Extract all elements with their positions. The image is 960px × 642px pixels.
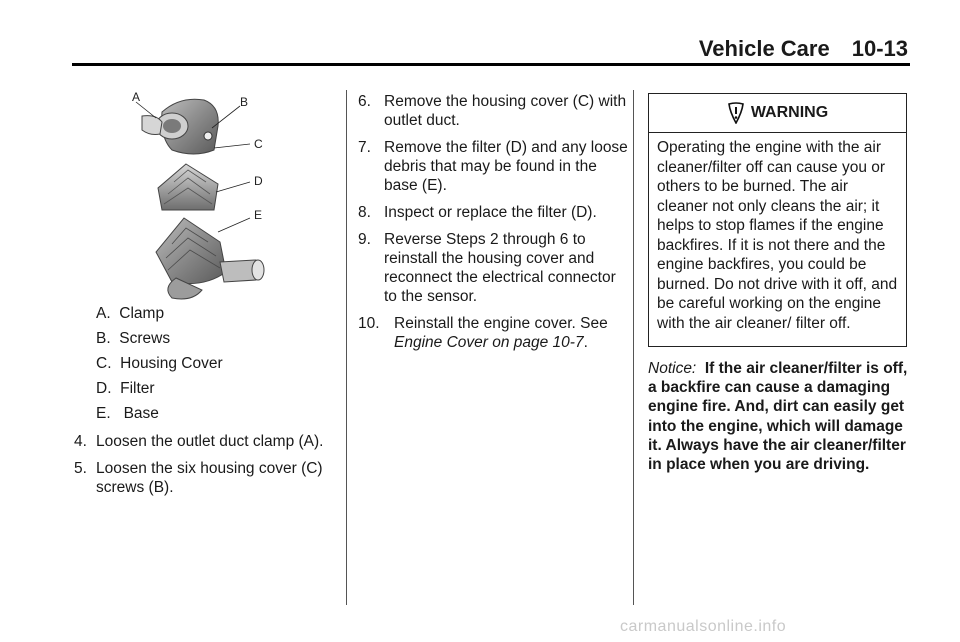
leader-line-e: [218, 218, 250, 232]
leader-line-c: [214, 144, 250, 148]
base-part: [156, 218, 264, 299]
step-number: 9.: [358, 231, 371, 248]
steps-middle-column: [358, 92, 628, 360]
step-number: 10.: [358, 315, 380, 332]
step-number: 7.: [358, 139, 371, 156]
step-item: [74, 459, 340, 497]
warning-title: WARNING: [750, 104, 829, 121]
page-number: 10-13: [851, 36, 908, 61]
step-text: Remove the filter (D) and any loose debris that may be found in the base (E).: [384, 139, 628, 194]
callout-a: A: [132, 92, 141, 104]
step-item: [358, 314, 628, 352]
step-number: 8.: [358, 204, 371, 221]
step-number: 5.: [74, 460, 87, 477]
figure-legend: [96, 304, 223, 429]
step-item: [358, 230, 628, 306]
housing-cover-part: [142, 99, 218, 154]
notice-text: If the air cleaner/filter is off, a backfire can cause a damaging engine fire. And, dirt can easily get into the engine, which will damage it. Always have the air cleaner/filter in place when you are driving.: [648, 360, 908, 474]
header-rule: [72, 63, 910, 66]
section-title: Vehicle Care: [698, 36, 830, 61]
notice-paragraph: [648, 359, 914, 474]
callout-c: C: [254, 137, 263, 151]
step-item: [358, 92, 628, 130]
step-text: Inspect or replace the filter (D).: [384, 204, 597, 221]
warning-text: Operating the engine with the air cleaner/filter off can cause you or others to be burned. The air cleaner not only cleans the air; it helps to stop flames if the engine backfires. If it is not there and the engine backfires, you could be burned. Do not drive with it off, and be careful working on the engine with the air cleaner/ filter off.: [657, 139, 898, 332]
legend-item: C. Housing Cover: [96, 355, 223, 372]
warning-box: [648, 93, 907, 347]
step-item: [74, 432, 340, 451]
cross-reference-link[interactable]: Engine Cover on page 10-7: [394, 334, 584, 351]
step-item: [358, 138, 628, 195]
watermark: carmanualsonline.info: [620, 618, 787, 635]
step-text: Loosen the outlet duct clamp (A).: [96, 433, 324, 450]
step-text: Loosen the six housing cover (C) screws (B).: [96, 460, 323, 496]
column-divider-left: [346, 90, 347, 605]
callout-b: B: [240, 95, 249, 109]
step-number: 4.: [74, 433, 87, 450]
step-item: [358, 203, 628, 222]
air-cleaner-exploded-diagram: [132, 92, 274, 304]
legend-item: E. Base: [96, 405, 159, 422]
legend-item: D. Filter: [96, 380, 155, 397]
step-number: 6.: [358, 93, 371, 110]
callout-e: E: [254, 208, 263, 222]
leader-line-d: [216, 182, 250, 192]
notice-label: Notice:: [648, 360, 697, 377]
step-text: Remove the housing cover (C) with outlet duct.: [384, 93, 627, 129]
step-text: Reverse Steps 2 through 6 to reinstall the housing cover and reconnect the electrical connector to the sensor.: [384, 231, 616, 305]
warning-icon: [727, 102, 745, 124]
steps-left-column: [74, 432, 340, 505]
warning-header: [649, 94, 906, 133]
page-header: [72, 36, 910, 66]
filter-part: [158, 164, 218, 210]
step-text: Reinstall the engine cover. See Engine Cover on page 10-7.: [394, 315, 608, 351]
legend-item: A. Clamp: [96, 305, 165, 322]
legend-item: B. Screws: [96, 330, 171, 347]
column-divider-right: [633, 90, 634, 605]
callout-d: D: [254, 174, 263, 188]
